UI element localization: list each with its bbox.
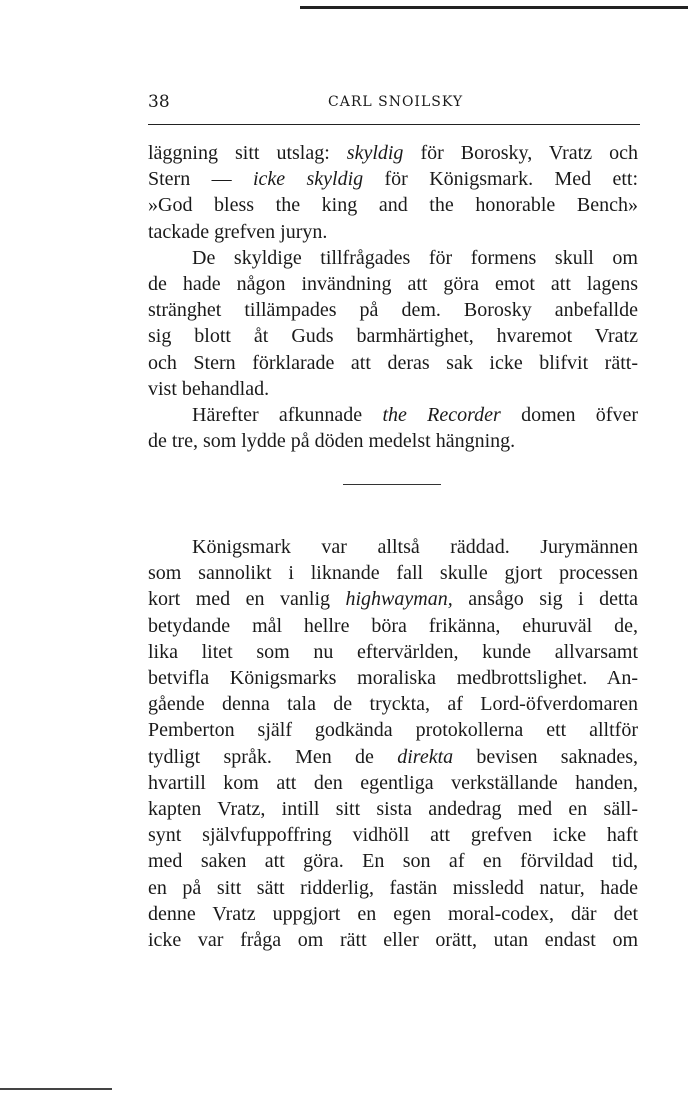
- top-edge-rule: [300, 6, 688, 9]
- text-line: [148, 323, 638, 349]
- text-run: en på sitt sätt ridderlig, fastän missledd natur, hade: [148, 876, 638, 899]
- paragraph-1: [148, 140, 638, 245]
- text-run: tackade grefven juryn.: [148, 220, 328, 243]
- text-run: betvifla Königsmarks moraliska medbrottslighet. An-: [148, 667, 638, 690]
- text-run: denne Vratz uppgjort en egen moral-codex, där det: [148, 902, 638, 925]
- italic-run: skyldig: [346, 142, 404, 164]
- text-line: [148, 586, 638, 612]
- text-block-lower: [148, 534, 638, 953]
- text-run: Stern —: [148, 168, 253, 191]
- text-run: lika litet som nu eftervärlden, kunde allvarsamt: [148, 640, 638, 663]
- section-divider: [343, 484, 441, 485]
- text-run: hvartill kom att den egentliga verkställande handen,: [148, 771, 638, 794]
- page-number: 38: [148, 92, 170, 112]
- text-run: tydligt språk. Men de: [148, 745, 398, 768]
- running-head: CARL SNOILSKY: [328, 94, 464, 110]
- text-line: [148, 822, 638, 848]
- text-run: Härefter afkunnade: [192, 404, 383, 427]
- text-run: synt självfuppoffring vidhöll att grefven icke haft: [148, 824, 638, 847]
- text-line: [148, 192, 638, 218]
- italic-run: direkta: [397, 745, 454, 768]
- text-line: [148, 613, 638, 639]
- text-run: sig blott åt Guds barmhärtighet, hvaremot Vratz: [148, 325, 638, 348]
- paragraph-3: [148, 402, 638, 454]
- text-run: domen öfver: [500, 404, 638, 427]
- text-line: [148, 350, 638, 376]
- text-line: [148, 428, 638, 454]
- text-line: [148, 770, 638, 796]
- text-run: för Königsmark. Med ett:: [363, 168, 639, 191]
- bottom-edge-rule: [0, 1088, 112, 1090]
- text-line: [148, 744, 638, 770]
- text-line: [148, 796, 638, 822]
- text-run: de hade någon invändning att göra emot att lagens: [148, 273, 638, 296]
- text-line: [148, 639, 638, 665]
- text-line: [148, 534, 638, 560]
- text-run: vist behandlad.: [148, 377, 270, 400]
- text-line: [148, 245, 638, 271]
- text-run: stränghet tillämpades på dem. Borosky anbefallde: [148, 299, 638, 322]
- text-line: [148, 271, 638, 297]
- text-line: [148, 166, 638, 192]
- italic-run: highwayman,: [345, 588, 453, 611]
- text-run: kapten Vratz, intill sitt sista andedrag med en säll-: [148, 798, 638, 821]
- text-line: [148, 140, 638, 166]
- page-header: [148, 92, 636, 114]
- text-line: [148, 927, 638, 953]
- text-run: och Stern förklarade att deras sak icke blifvit rätt-: [148, 351, 638, 374]
- text-run: som sannolikt i liknande fall skulle gjort processen: [148, 562, 638, 585]
- italic-run: icke skyldig: [252, 168, 364, 191]
- paragraph-2: [148, 245, 638, 402]
- text-run: ansågo sig i detta: [452, 588, 638, 611]
- paragraph-4: [148, 534, 638, 953]
- italic-run: the Recorder: [382, 404, 501, 427]
- text-run: Königsmark var alltså räddad. Jurymännen: [192, 536, 638, 558]
- text-line: [148, 691, 638, 717]
- text-line: [148, 875, 638, 901]
- text-line: [148, 560, 638, 586]
- header-rule: [148, 124, 640, 125]
- text-line: [148, 219, 638, 245]
- text-run: betydande mål hellre böra frikänna, ehuruväl de,: [148, 614, 638, 637]
- text-run: läggning sitt utslag:: [148, 142, 347, 164]
- text-run: gående denna tala de tryckta, af Lord-öfverdomaren: [148, 693, 638, 716]
- text-run: bevisen saknades,: [453, 745, 638, 768]
- text-line: [148, 717, 638, 743]
- text-run: »God bless the king and the honorable Bench»: [148, 194, 638, 217]
- text-line: [148, 665, 638, 691]
- text-run: kort med en vanlig: [148, 588, 346, 611]
- text-line: [148, 402, 638, 428]
- text-run: för Borosky, Vratz och: [403, 142, 638, 164]
- text-run: Pemberton själf godkända protokollerna ett alltför: [148, 719, 638, 742]
- text-line: [148, 901, 638, 927]
- text-line: [148, 376, 638, 402]
- text-block-upper: [148, 140, 638, 454]
- text-run: de tre, som lydde på döden medelst hängning.: [148, 430, 516, 453]
- text-line: [148, 848, 638, 874]
- text-line: [148, 297, 638, 323]
- text-run: med saken att göra. En son af en förvildad tid,: [148, 850, 638, 873]
- text-run: De skyldige tillfrågades för formens skull om: [192, 246, 638, 269]
- text-run: icke var fråga om rätt eller orätt, utan endast om: [148, 929, 638, 952]
